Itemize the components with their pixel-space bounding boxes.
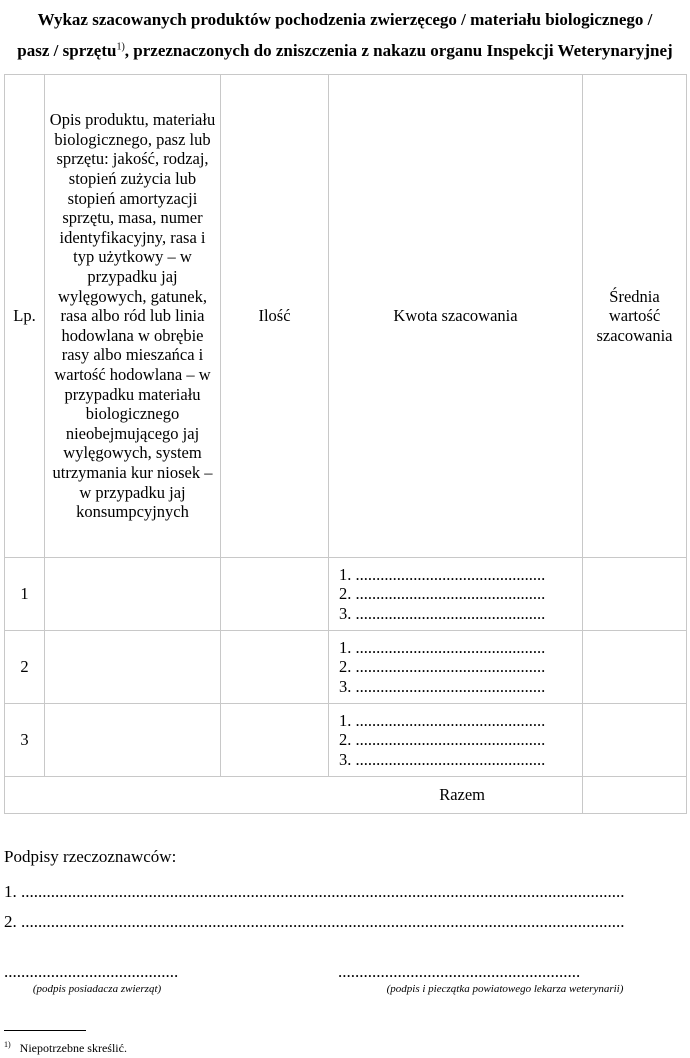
kwota-line-2: 2. ..............................................: [339, 730, 546, 750]
kwota-line-2: 2. ..............................................: [339, 657, 546, 677]
row-ilosc-cell[interactable]: [221, 558, 329, 631]
footnote-ref: 1): [116, 41, 125, 53]
footnote-mark: 1): [4, 1040, 11, 1049]
owner-signature-caption: (podpis posiadacza zwierząt): [32, 983, 162, 995]
owner-signature-line[interactable]: .........................................: [4, 962, 179, 981]
title-line-2a: pasz / sprzętu: [17, 41, 117, 60]
vet-signature-line[interactable]: .........................................................: [338, 962, 581, 981]
footnote-text: Niepotrzebne skreślić.: [19, 1041, 127, 1055]
row-opis-cell[interactable]: [45, 631, 221, 704]
total-label: [5, 777, 583, 814]
row-srednia-cell[interactable]: [583, 558, 687, 631]
row-srednia-cell[interactable]: [583, 704, 687, 777]
kwota-line-1: 1. ..............................................: [339, 710, 546, 730]
header-kwota: Kwota szacowania: [329, 75, 583, 558]
vet-signature-caption: (podpis i pieczątka powiatowego lekarza weterynarii): [386, 983, 624, 995]
header-lp: Lp.: [5, 75, 45, 558]
row-kwota-cell[interactable]: [329, 704, 583, 777]
table-total-row: [5, 777, 687, 814]
kwota-line-3: 3. ..............................................: [339, 676, 546, 696]
kwota-line-2: 2. ..............................................: [339, 584, 546, 604]
total-value-cell[interactable]: [583, 777, 687, 814]
kwota-line-1: 1. ..............................................: [339, 637, 546, 657]
row-lp: 1: [5, 558, 45, 631]
footnote-divider: [4, 1030, 86, 1031]
row-opis-cell[interactable]: [45, 558, 221, 631]
row-lp: 3: [5, 704, 45, 777]
row-lp: 2: [5, 631, 45, 704]
title-line-1: Wykaz szacowanych produktów pochodzenia zwierzęcego / materiału biologicznego /: [37, 10, 653, 29]
header-srednia: Średnia wartość szacowania: [583, 75, 687, 558]
razem-label: Razem: [439, 785, 485, 805]
expert-signature-2[interactable]: 2. ..............................................................................................................................................: [4, 912, 625, 931]
title-line-2: [0, 35, 690, 66]
row-ilosc-cell[interactable]: [221, 704, 329, 777]
expert-signature-1[interactable]: 1. ..............................................................................................................................................: [4, 882, 625, 901]
signatures-heading: Podpisy rzeczoznawców:: [4, 847, 177, 866]
footnote: [4, 1040, 127, 1056]
kwota-line-3: 3. ..............................................: [339, 603, 546, 623]
row-ilosc-cell[interactable]: [221, 631, 329, 704]
row-srednia-cell[interactable]: [583, 631, 687, 704]
estimation-table: [4, 74, 687, 814]
table-row: [5, 558, 687, 631]
document-title: [0, 4, 690, 66]
row-kwota-cell[interactable]: [329, 558, 583, 631]
kwota-line-3: 3. ..............................................: [339, 749, 546, 769]
kwota-line-1: 1. ..............................................: [339, 564, 546, 584]
table-row: [5, 631, 687, 704]
table-row: [5, 704, 687, 777]
header-opis: Opis produktu, materiału biologicznego, pasz lub sprzętu: jakość, rodzaj, stopień zużycia lub stopień amortyzacji sprzętu, masa, numer identyfikacyjny, rasa i typ użytkowy – w przypadku jaj wylęgowych, gatunek, rasa albo ród lub linia hodowlana w obrębie rasy albo mieszańca i wartość hodowlana – w przypadku materiału biologicznego nieobejmującego jaj wylęgowych, system utrzymania kur niosek – w przypadku jaj konsumpcyjnych: [45, 75, 221, 558]
row-kwota-cell[interactable]: [329, 631, 583, 704]
title-line-2b: , przeznaczonych do zniszczenia z nakazu organu Inspekcji Weterynaryjnej: [124, 41, 673, 60]
row-opis-cell[interactable]: [45, 704, 221, 777]
header-ilosc: Ilość: [221, 75, 329, 558]
table-header-row: [5, 75, 687, 558]
